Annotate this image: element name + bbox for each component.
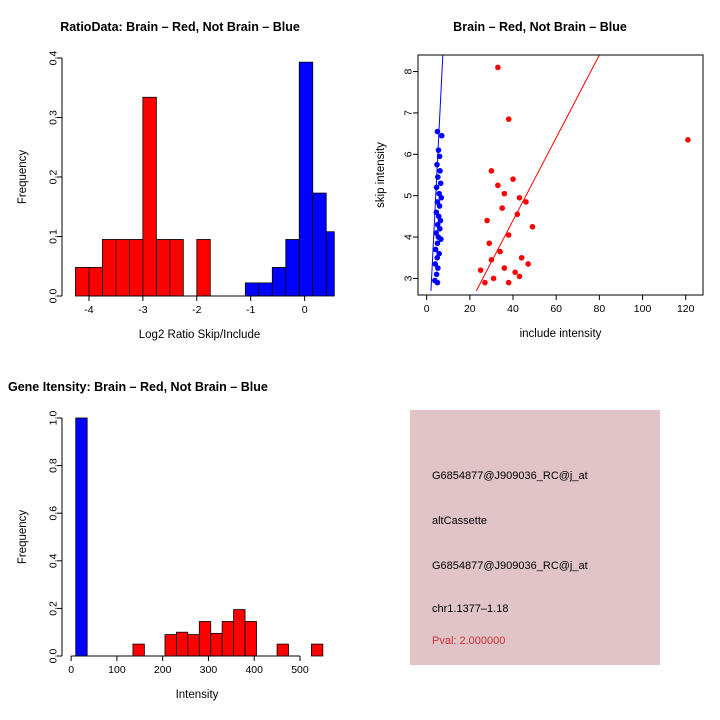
scatter-point [486,240,492,246]
hist-bar [75,267,88,296]
y-tick-label: 0.1 [47,229,60,244]
x-tick-label: 40 [507,303,519,315]
hist-bar [259,283,272,296]
y-tick-label: 7 [402,110,415,116]
y-axis-title: Frequency [17,509,29,565]
scatter-point [502,191,508,197]
x-tick-label: -3 [138,304,148,316]
scatter-point [517,195,523,201]
scatter-point [437,203,443,209]
y-tick-label: 0.4 [47,553,60,569]
gene-intensity-histogram-panel [0,360,360,720]
hist-bar [299,62,312,296]
y-tick-label: 0.8 [47,458,60,473]
scatter-content [431,55,691,291]
y-tick-label: 0.4 [47,50,60,66]
scatter-point [506,280,512,286]
scatter-point [478,267,484,273]
scatter-panel [360,0,720,360]
hist-bar [245,283,258,296]
scatter-point [484,218,490,224]
gene-intensity-histogram-svg [0,360,360,720]
hist-bar [277,644,288,656]
fit-line [476,55,599,291]
x-tick-label: 0 [423,303,430,315]
scatter-point [435,280,441,286]
scatter-point [434,272,440,278]
scatter-point [435,129,441,135]
hist-bar [211,633,222,656]
probeset-id-text: G6854877@J909036_RC@j_at [432,470,588,482]
hist-bar [156,239,169,296]
scatter-point [523,199,529,205]
x-tick-label: 500 [291,664,309,676]
scatter-point [495,65,501,71]
scatter-point [489,257,495,263]
scatter-point [519,255,525,261]
y-tick-label: 0.0 [47,288,60,304]
x-tick-label: 60 [550,303,563,315]
x-tick-label: 300 [199,664,218,676]
y-tick-label: 0.0 [47,648,60,664]
scatter-point [437,154,443,160]
pval-text: Pval: 2.000000 [432,635,506,647]
y-tick-label: 4 [402,234,415,240]
scatter-point [525,261,531,267]
scatter-point [502,265,508,271]
y-tick-label: 1.0 [47,410,60,426]
hist-bar [176,632,187,656]
scatter-point [434,185,440,191]
scatter-title: Brain – Red, Not Brain – Blue [453,20,627,34]
gene-intensity-histogram-title: Gene Itensity: Brain – Red, Not Brain – Blue [8,380,268,394]
scatter-point [435,240,441,246]
x-tick-label: 20 [463,303,476,315]
scatter-point [495,183,501,189]
hist-bar [234,610,245,656]
x-tick-label: 120 [676,303,695,315]
y-axis-title: skip intensity [375,142,387,208]
scatter-point [435,174,441,180]
x-tick-label: 0 [301,304,308,316]
x-tick-label: 100 [633,303,652,315]
scatter-point [506,232,512,238]
hist-bar [311,644,322,656]
genomic-location-text: chr1.1377–1.18 [432,603,509,615]
scatter-point [438,180,444,186]
scatter-point [685,137,691,143]
scatter-point [497,249,503,255]
scatter-point [510,176,516,182]
y-tick-label: 0.6 [47,505,60,521]
x-tick-label: 0 [68,664,75,676]
x-axis-title: include intensity [519,328,602,340]
y-tick-label: 8 [402,68,415,75]
hist-bar [170,239,183,296]
probeset-id-secondary-text: G6854877@J909036_RC@j_at [432,560,588,572]
scatter-point [512,269,518,275]
ratio-histogram-svg [0,0,360,360]
y-tick-label: 5 [402,192,415,199]
scatter-point [436,147,442,153]
x-tick-label: 80 [593,303,606,315]
scatter-point [482,280,488,286]
scatter-point [435,265,441,271]
scatter-point [491,276,497,282]
y-tick-label: 0.2 [47,601,60,616]
hist-bar [102,239,115,296]
scatter-point [530,224,536,230]
scatter-svg [360,0,720,360]
x-tick-label: -1 [246,304,256,316]
y-tick-label: 6 [402,151,415,158]
plot-frame [418,55,703,295]
scatter-point [515,212,521,218]
x-axis-title: Intensity [175,689,219,701]
x-tick-label: 200 [153,664,172,676]
x-tick-label: 400 [245,664,263,676]
scatter-point [437,168,443,174]
hist-bar [245,621,256,656]
hist-bar [199,621,210,656]
hist-bar [188,635,199,656]
scatter-point [434,162,440,168]
hist-bar [313,193,326,296]
hist-bar [143,97,156,296]
hist-bar [76,418,87,656]
scatter-point [439,133,445,139]
hist-bar [197,239,210,296]
annotation-info-panel [410,410,660,665]
y-axis-title: Frequency [17,149,29,205]
hist-bar [222,621,233,656]
x-tick-label: -4 [84,304,94,316]
scatter-point [489,168,495,174]
scatter-point [499,205,505,211]
hist-bar [326,232,334,296]
event-type-text: altCassette [432,515,488,527]
x-tick-label: -2 [192,304,202,316]
hist-bar [89,267,102,296]
y-tick-label: 0.3 [47,110,60,125]
x-axis-title: Log2 Ratio Skip/Include [138,329,261,341]
hist-bar [133,644,144,656]
scatter-point [506,116,512,122]
hist-bar [116,239,129,296]
scatter-point [517,274,523,280]
ratio-histogram-title: RatioData: Brain – Red, Not Brain – Blue [60,20,300,34]
scatter-point [439,195,445,201]
hist-bar [272,267,285,296]
hist-bar [286,239,299,296]
y-tick-label: 0.2 [47,169,60,185]
ratio-histogram-panel [0,0,360,360]
hist-bar [129,239,142,296]
y-tick-label: 3 [402,275,415,282]
x-tick-label: 100 [108,664,126,676]
hist-bar [165,635,176,656]
scatter-point [434,255,440,261]
